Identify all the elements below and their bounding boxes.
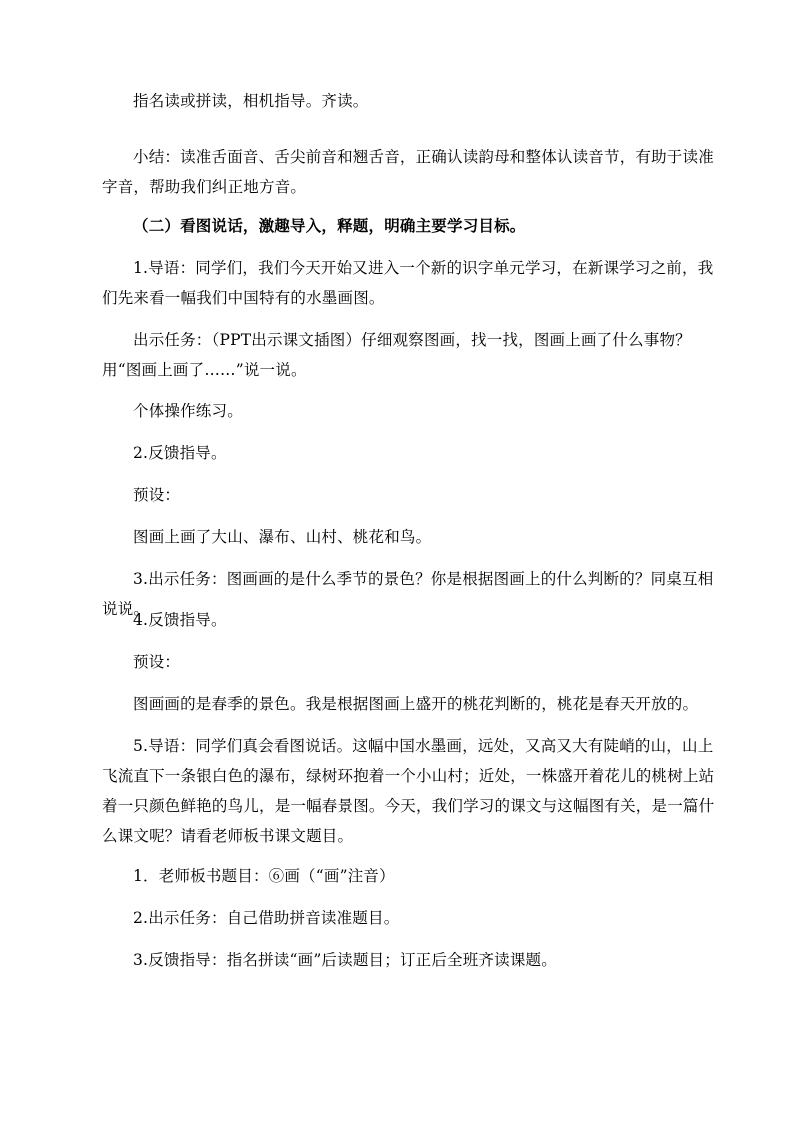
paragraph-picture-content: 图画上画了大山、瀑布、山村、桃花和鸟。 xyxy=(133,528,432,546)
paragraph-preset-2: 预设： xyxy=(133,653,181,671)
paragraph-intro-1: 1.导语：同学们，我们今天开始又进入一个新的识字单元学习，在新课学习之前，我们先来看一幅我们中国特有的水墨画图。 xyxy=(102,259,714,307)
paragraph-summary: 小结：读准舌面音、舌尖前音和翘舌音，正确认读韵母和整体认读音节，有助于读准字音，帮助我们纠正地方音。 xyxy=(102,148,714,196)
paragraph-feedback-reading: 3.反馈指导：指名拼读“画”后读题目；订正后全班齐读课题。 xyxy=(133,951,557,969)
paragraph-preset-1: 预设： xyxy=(133,486,181,504)
paragraph-reading-instruction: 指名读或拼读，相机指导。齐读。 xyxy=(133,92,369,110)
paragraph-task-season: 3.出示任务：图画画的是什么季节的景色？你是根据图画上的什么判断的？同桌互相说说。 xyxy=(102,570,714,618)
paragraph-feedback-2: 2.反馈指导。 xyxy=(133,444,227,462)
paragraph-task-ppt: 出示任务：（PPT出示课文插图）仔细观察图画，找一找，图画上画了什么事物？用“图画上画了……”说一说。 xyxy=(102,331,691,379)
paragraph-board-title: 1．老师板书题目：⑥画（“画”注音） xyxy=(133,867,395,885)
paragraph-feedback-4: 4.反馈指导。 xyxy=(133,611,227,629)
section-heading-look-and-talk: （二）看图说话，激趣导入，释题，明确主要学习目标。 xyxy=(133,216,526,235)
paragraph-intro-5: 5.导语：同学们真会看图说话。这幅中国水墨画，远处，又高又大有陡峭的山，山上飞流直下一条银白色的瀑布，绿树环抱着一个小山村；近处，一株盛开着花儿的桃树上站着一只颜色鲜艳的鸟儿，是一幅春景图。今天，我们学习的课文与这幅图有关，是一篇什么课文呢？请看老师板书课文题目。 xyxy=(102,737,715,845)
paragraph-read-title-task: 2.出示任务：自己借助拼音读准题目。 xyxy=(133,909,400,927)
paragraph-spring-scene: 图画画的是春季的景色。我是根据图画上盛开的桃花判断的，桃花是春天开放的。 xyxy=(133,695,699,713)
paragraph-individual-practice: 个体操作练习。 xyxy=(133,402,243,420)
